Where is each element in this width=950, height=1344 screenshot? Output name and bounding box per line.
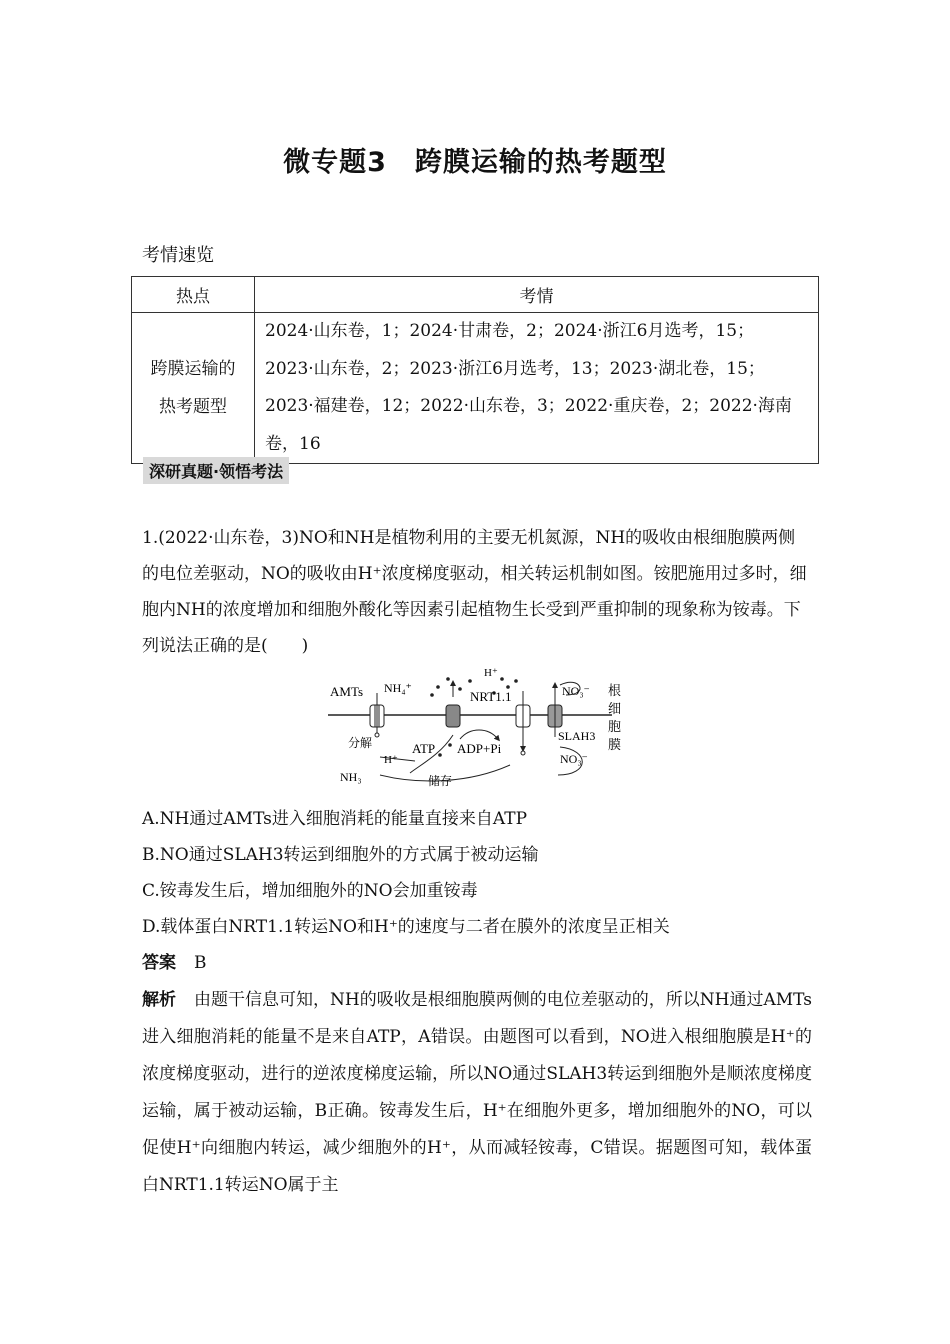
section-tag: 深研真题·领悟考法 <box>143 457 289 484</box>
table-header-exam: 考情 <box>255 277 819 313</box>
option-d: D.载体蛋白NRT1.1转运NO和H⁺的速度与二者在膜外的浓度呈正相关 <box>142 917 670 937</box>
answer-value: B <box>194 953 207 973</box>
hotspot-text: 跨膜运输的热考题型 <box>150 359 236 417</box>
option-a: A.NH通过AMTs进入细胞消耗的能量直接来自ATP <box>142 809 528 829</box>
transport-diagram <box>320 665 630 790</box>
answer-line <box>142 948 207 973</box>
h-top-label: H⁺ <box>484 667 498 679</box>
nrt-transporter <box>516 691 530 755</box>
slah3-label: SLAH3 <box>558 729 596 743</box>
amts-label: AMTs <box>330 684 364 699</box>
exam-cell <box>255 313 819 464</box>
exam-line: 2023·山东卷，2；2023·浙江6月选考，13；2023·湖北卷，15； <box>265 358 765 379</box>
explanation-label: 解析 <box>142 990 177 1010</box>
side-label-2: 细 <box>608 701 622 716</box>
explanation <box>142 982 812 1204</box>
decompose-label: 分解 <box>348 736 373 750</box>
hotspot-cell <box>132 313 255 464</box>
page-title: 微专题3 跨膜运输的热考题型 <box>283 147 667 178</box>
nh3-label: NH₃ <box>340 770 362 784</box>
side-label-1: 根 <box>608 683 622 698</box>
amts-channel <box>370 693 384 737</box>
h-mid-label: H⁺ <box>384 754 398 766</box>
storage-label: 储存 <box>428 774 453 788</box>
table-header-hotspot: 热点 <box>132 277 255 313</box>
answer-label: 答案 <box>142 953 176 973</box>
side-label-4: 膜 <box>608 737 622 752</box>
explanation-text: 由题干信息可知，NH的吸收是根细胞膜两侧的电位差驱动的，所以NH通过AMTs进入细胞消耗的能量不是来自ATP，A错误。由题图可以看到，NO进入根细胞膜是H⁺的浓度梯度驱动，进行的逆浓度梯度运输，所以NO通过SLAH3转运到细胞外是顺浓度梯度运输，属于被动运输，B正确。铵毒发生后，H⁺在细胞外更多，增加细胞外的NO，可以促使H⁺向细胞内转运，减少细胞外的H⁺，从而减轻铵毒，C错误。据题图可知，载体蛋白NRT1.1转运NO属于主 <box>142 990 812 1195</box>
exam-line: 2024·山东卷，1；2024·甘肃卷，2；2024·浙江6月选考，15； <box>265 321 755 341</box>
overview-table <box>131 276 819 464</box>
option-b: B.NO通过SLAH3转运到细胞外的方式属于被动运输 <box>142 845 539 865</box>
adp-label: ADP+Pi <box>457 741 502 756</box>
nrt-label: NRT1.1 <box>470 689 512 704</box>
overview-label: 考情速览 <box>142 245 214 266</box>
exam-line: 卷，16 <box>265 433 321 454</box>
exam-line: 2023·福建卷，12；2022·山东卷，3；2022·重庆卷，2；2022·海南 <box>265 396 792 416</box>
side-label-3: 胞 <box>608 719 622 734</box>
table-row <box>132 313 819 464</box>
no3-bottom-label: NO₃⁻ <box>560 752 588 766</box>
question-stem: 1.(2022·山东卷，3)NO和NH是植物利用的主要无机氮源，NH的吸收由根细胞膜两侧的电位差驱动，NO的吸收由H⁺浓度梯度驱动，相关转运机制如图。铵肥施用过多时，细胞内NH的浓度增加和细胞外酸化等因素引起植物生长受到严重抑制的现象称为铵毒。下列说法正确的是( ) <box>142 528 807 656</box>
option-c: C.铵毒发生后，增加细胞外的NO会加重铵毒 <box>142 881 478 901</box>
proton-pump <box>410 683 460 773</box>
nh4-label: NH₄⁺ <box>384 681 412 695</box>
no3-top-label: NO₃⁻ <box>562 684 590 698</box>
atp-label: ATP <box>412 741 436 756</box>
